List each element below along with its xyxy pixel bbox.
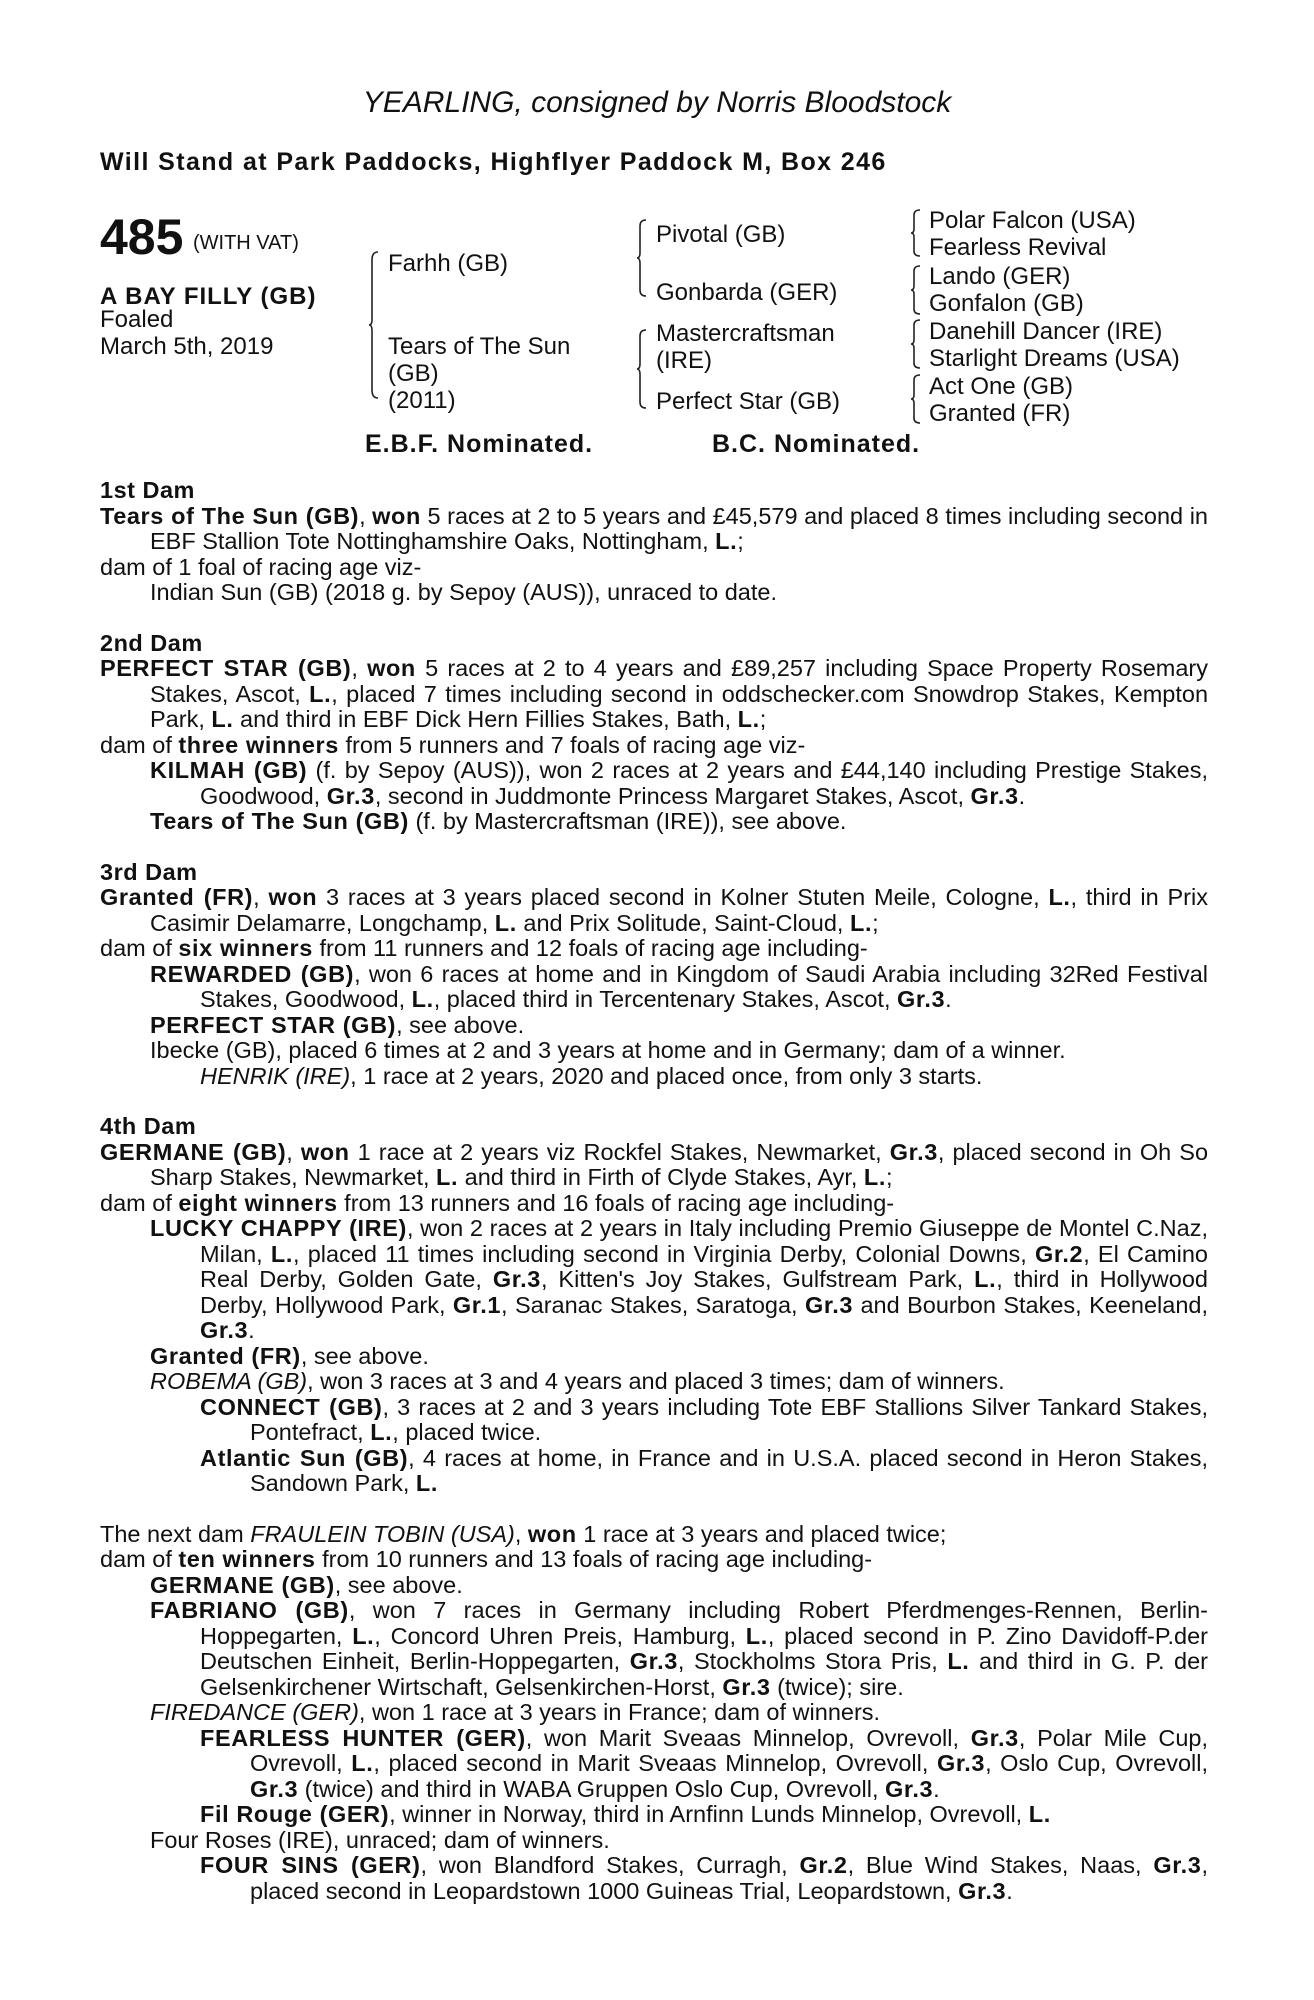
sire-of-sire: Pivotal (GB)	[656, 221, 786, 248]
pedigree-brace	[910, 318, 922, 370]
produce-entry: Ibecke (GB), placed 6 times at 2 and 3 years at home and in Germany; dam of a winner.	[150, 1037, 1066, 1063]
produce-summary: dam of eight winners from 13 runners and 16 foals of racing age including-	[100, 1189, 895, 1216]
pedigree-brace	[368, 250, 380, 400]
section-heading: 2nd Dam	[100, 629, 203, 656]
ped-sss: Polar Falcon (USA)	[929, 207, 1136, 234]
produce-entry: FABRIANO (GB), won 7 races in Germany including Robert Pferdmenges-Rennen, Berlin-Hoppegarten, L., Concord Uhren Preis, Hamburg, L., placed second in P. Zino Davidoff-P.der Deutschen Einheit, Berlin-Hoppegarten, Gr.3, Stockholms Stora Pris, L. and third in G. P. der Gelsenkirchener Wirtschaft, Gelsenkirchen-Horst, Gr.3 (twice); sire.	[150, 1597, 1209, 1700]
produce-entry: ROBEMA (GB), won 3 races at 3 and 4 years and placed 3 times; dam of winners.	[150, 1368, 1005, 1394]
ped-sds: Lando (GER)	[929, 263, 1071, 290]
produce-entry: GERMANE (GB), see above.	[150, 1571, 463, 1598]
produce-entry: Four Roses (IRE), unraced; dam of winners.	[150, 1826, 610, 1853]
section-heading: 3rd Dam	[100, 858, 198, 885]
foaled-label: Foaled	[100, 306, 174, 333]
produce-entry: LUCKY CHAPPY (IRE), won 2 races at 2 years in Italy including Premio Giuseppe de Montel C.Naz, Milan, L., placed 11 times including second in Virginia Derby, Colonial Downs, Gr.2, El Camino Real Derby, Golden Gate, Gr.3, Kitten's Joy Stakes, Gulfstream Park, L., third in Hollywood Derby, Hollywood Park, Gr.1, Saranac Stakes, Saratoga, Gr.3 and Bourbon Stakes, Keeneland, Gr.3.	[150, 1215, 1208, 1343]
produce-entry: CONNECT (GB), 3 races at 2 and 3 years including Tote EBF Stallions Silver Tankard Stakes, Pontefract, L., placed twice.	[200, 1393, 1208, 1445]
pedigree-brace	[910, 373, 922, 425]
produce-entry: Granted (FR), see above.	[150, 1342, 429, 1369]
produce-entry: Tears of The Sun (GB) (f. by Mastercraftsman (IRE)), see above.	[150, 808, 847, 834]
produce-entry: Fil Rouge (GER), winner in Norway, third in Arnfinn Lunds Minnelop, Ovrevoll, L.	[200, 1801, 1051, 1827]
dam-line-3: (2011)	[388, 387, 456, 414]
ped-dsd: Starlight Dreams (USA)	[929, 345, 1180, 372]
dam-record: PERFECT STAR (GB), won 5 races at 2 to 4 years and £89,257 including Space Property Rosemary Stakes, Ascot, L., placed 7 times including second in oddschecker.com Snowdrop Stakes, Kempton Park, L. and third in EBF Dick Hern Fillies Stakes, Bath, L.;	[100, 655, 1209, 732]
produce-entry: PERFECT STAR (GB), see above.	[150, 1011, 525, 1038]
catalogue-header: YEARLING, consigned by Norris Bloodstock	[362, 86, 952, 119]
ebf-nominated: E.B.F. Nominated.	[365, 430, 594, 458]
dam-line-2: (GB)	[388, 360, 439, 387]
lot-number: 485	[100, 209, 184, 265]
produce-entry: FEARLESS HUNTER (GER), won Marit Sveaas Minnelop, Ovrevoll, Gr.3, Polar Mile Cup, Ovrevoll, L., placed second in Marit Sveaas Minnelop, Ovrevoll, Gr.3, Oslo Cup, Ovrevoll, Gr.3 (twice) and third in WABA Gruppen Oslo Cup, Ovrevoll, Gr.3.	[200, 1724, 1209, 1802]
ped-dss: Danehill Dancer (IRE)	[929, 318, 1163, 345]
produce-entry: REWARDED (GB), won 6 races at home and in Kingdom of Saudi Arabia including 32Red Festival Stakes, Goodwood, L., placed third in Tercentenary Stakes, Ascot, Gr.3.	[150, 960, 1208, 1012]
dam-record: GERMANE (GB), won 1 race at 2 years viz Rockfel Stakes, Newmarket, Gr.3, placed second in Oh So Sharp Stakes, Newmarket, L. and third in Firth of Clyde Stakes, Ayr, L.;	[100, 1138, 1209, 1190]
produce-entry: KILMAH (GB) (f. by Sepoy (AUS)), won 2 races at 2 years and £44,140 including Prestige Stakes, Goodwood, Gr.3, second in Juddmonte Princess Margaret Stakes, Ascot, Gr.3.	[150, 757, 1208, 809]
produce-entry: Indian Sun (GB) (2018 g. by Sepoy (AUS)), unraced to date.	[150, 579, 778, 605]
dam-record: Granted (FR), won 3 races at 3 years placed second in Kolner Stuten Meile, Cologne, L., third in Prix Casimir Delamarre, Longchamp, L. and Prix Solitude, Saint-Cloud, L.;	[100, 884, 1208, 936]
next-dam-record: The next dam FRAULEIN TOBIN (USA), won 1 race at 3 years and placed twice;	[100, 1520, 947, 1547]
sire-of-dam-line-2: (IRE)	[656, 347, 712, 374]
ped-dds: Act One (GB)	[929, 373, 1074, 400]
ped-ssd: Fearless Revival	[929, 234, 1107, 261]
dam-of-dam: Perfect Star (GB)	[656, 388, 841, 415]
produce-entry: FIREDANCE (GER), won 1 race at 3 years in France; dam of winners.	[150, 1699, 881, 1725]
vat-note: (WITH VAT)	[193, 232, 299, 254]
bc-nominated: B.C. Nominated.	[712, 430, 921, 458]
dam-line-1: Tears of The Sun	[388, 333, 571, 360]
produce-summary: dam of 1 foal of racing age viz-	[100, 553, 422, 580]
pedigree-brace	[910, 208, 922, 258]
produce-summary: dam of six winners from 11 runners and 12 foals of racing age including-	[100, 935, 868, 961]
sire: Farhh (GB)	[388, 250, 509, 277]
produce-summary: dam of ten winners from 10 runners and 13 foals of racing age including-	[100, 1546, 873, 1572]
section-heading: 1st Dam	[100, 477, 195, 503]
dam-record: Tears of The Sun (GB), won 5 races at 2 to 5 years and £45,579 and placed 8 times including second in EBF Stallion Tote Nottinghamshire Oaks, Nottingham, L.;	[100, 502, 1208, 554]
produce-entry: FOUR SINS (GER), won Blandford Stakes, Curragh, Gr.2, Blue Wind Stakes, Naas, Gr.3, placed second in Leopardstown 1000 Guineas Trial, Leopardstown, Gr.3.	[200, 1852, 1208, 1904]
produce-entry: Atlantic Sun (GB), 4 races at home, in France and in U.S.A. placed second in Heron Stakes, Sandown Park, L.	[200, 1444, 1208, 1496]
produce-summary: dam of three winners from 5 runners and 7 foals of racing age viz-	[100, 731, 806, 758]
sire-of-dam-line-1: Mastercraftsman	[656, 320, 835, 347]
horse-description: A BAY FILLY (GB)	[100, 283, 317, 310]
foaled-date: March 5th, 2019	[100, 333, 274, 360]
produce-entry: HENRIK (IRE), 1 race at 2 years, 2020 and placed once, from only 3 starts.	[200, 1062, 983, 1089]
ped-ddd: Granted (FR)	[929, 400, 1071, 427]
catalogue-body	[100, 478, 1208, 1904]
stand-location: Will Stand at Park Paddocks, Highflyer Paddock M, Box 246	[100, 148, 887, 176]
pedigree-brace	[910, 264, 922, 316]
pedigree-brace	[636, 328, 648, 410]
ped-sdd: Gonfalon (GB)	[929, 290, 1084, 317]
pedigree-brace	[636, 218, 648, 298]
dam-of-sire: Gonbarda (GER)	[656, 279, 838, 306]
section-heading: 4th Dam	[100, 1113, 197, 1139]
